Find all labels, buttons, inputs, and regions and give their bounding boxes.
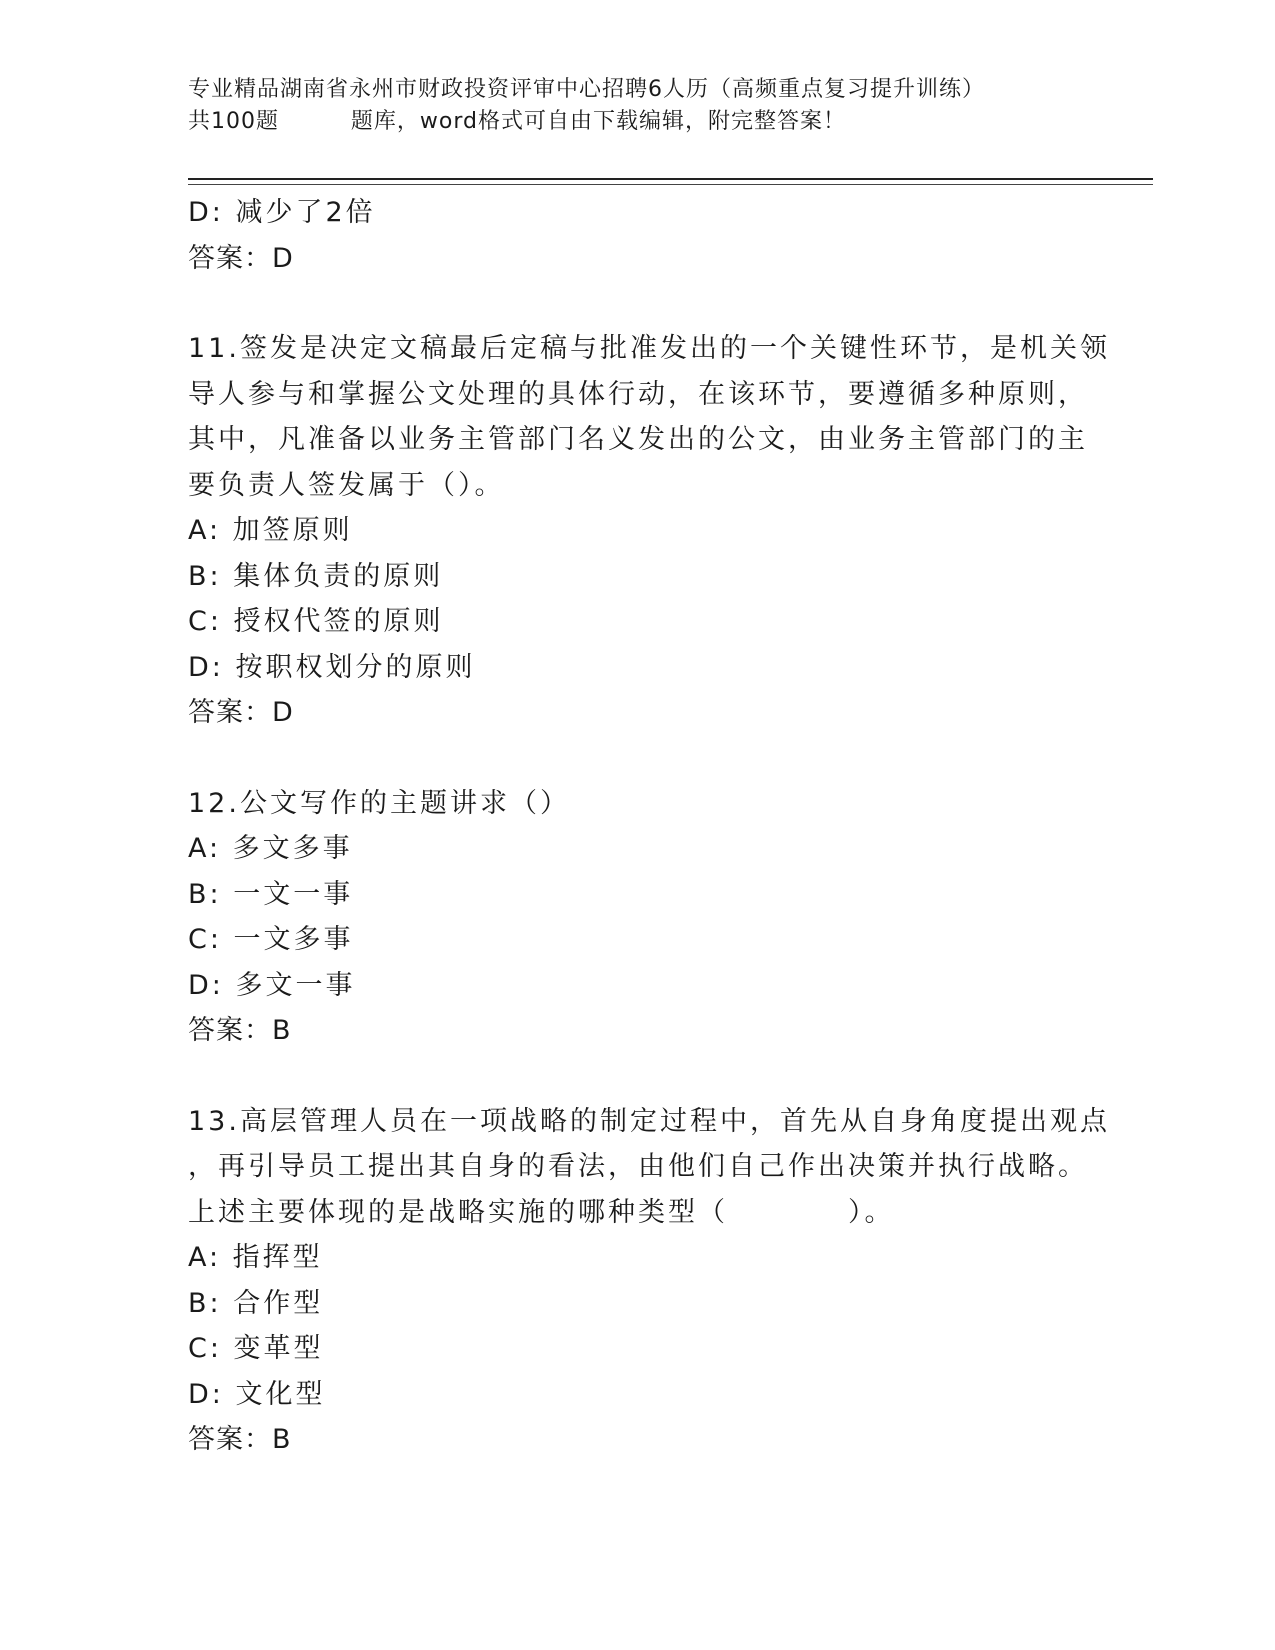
question-text-line: 导人参与和掌握公文处理的具体行动，在该环节，要遵循多种原则， <box>188 378 1088 410</box>
option-c: C: 变革型 <box>188 1333 324 1364</box>
question-13 <box>188 1099 1110 1463</box>
question-text <box>188 1099 1110 1236</box>
header-title-line-2: 共100题 题库，word格式可自由下载编辑，附完整答案！ <box>188 109 847 134</box>
question-text <box>188 781 1088 827</box>
answer-line: 答案：D <box>188 242 294 274</box>
question-text-line: 其中，凡准备以业务主管部门名义发出的公文，由业务主管部门的主 <box>188 424 1088 455</box>
question-gap <box>188 1054 1088 1099</box>
option-a: A: 多文多事 <box>188 833 353 864</box>
previous-question-tail <box>188 190 1088 281</box>
option-b: B: 集体负责的原则 <box>188 560 444 592</box>
page-header <box>188 74 1148 138</box>
question-text-line: 13.高层管理人员在一项战略的制定过程中，首先从自身角度提出观点 <box>188 1105 1110 1137</box>
question-12 <box>188 781 1088 1054</box>
answer-line: 答案：B <box>188 1424 292 1455</box>
header-divider-thin <box>188 184 1153 185</box>
question-text-line: 上述主要体现的是战略实施的哪种类型（ ）。 <box>188 1196 895 1228</box>
question-text-line: 要负责人签发属于（）。 <box>188 469 505 501</box>
question-content <box>188 190 1110 1463</box>
option-d: D: 减少了2倍 <box>188 197 376 228</box>
answer-line: 答案：D <box>188 697 294 728</box>
option-d: D: 按职权划分的原则 <box>188 651 476 683</box>
option-b: B: 一文一事 <box>188 878 354 910</box>
answer-line: 答案：B <box>188 1015 292 1046</box>
option-b: B: 合作型 <box>188 1287 324 1319</box>
option-a: A: 加签原则 <box>188 515 353 546</box>
header-title-line-1: 专业精品湖南省永州市财政投资评审中心招聘6人历（高频重点复习提升训练） <box>188 77 985 102</box>
option-c: C: 授权代签的原则 <box>188 606 444 637</box>
question-text-line: 11.签发是决定文稿最后定稿与批准发出的一个关键性环节，是机关领 <box>188 333 1110 364</box>
option-d: D: 文化型 <box>188 1378 326 1410</box>
question-gap <box>188 736 1088 781</box>
question-11 <box>188 326 1110 736</box>
option-c: C: 一文多事 <box>188 924 354 955</box>
question-text-line: 12.公文写作的主题讲求（） <box>188 787 570 819</box>
option-a: A: 指挥型 <box>188 1242 323 1273</box>
question-gap <box>188 281 1088 326</box>
question-text <box>188 326 1110 508</box>
header-divider-thick <box>188 178 1153 180</box>
question-text-line: ，再引导员工提出其自身的看法，由他们自己作出决策并执行战略。 <box>188 1151 1088 1182</box>
option-d: D: 多文一事 <box>188 969 356 1001</box>
